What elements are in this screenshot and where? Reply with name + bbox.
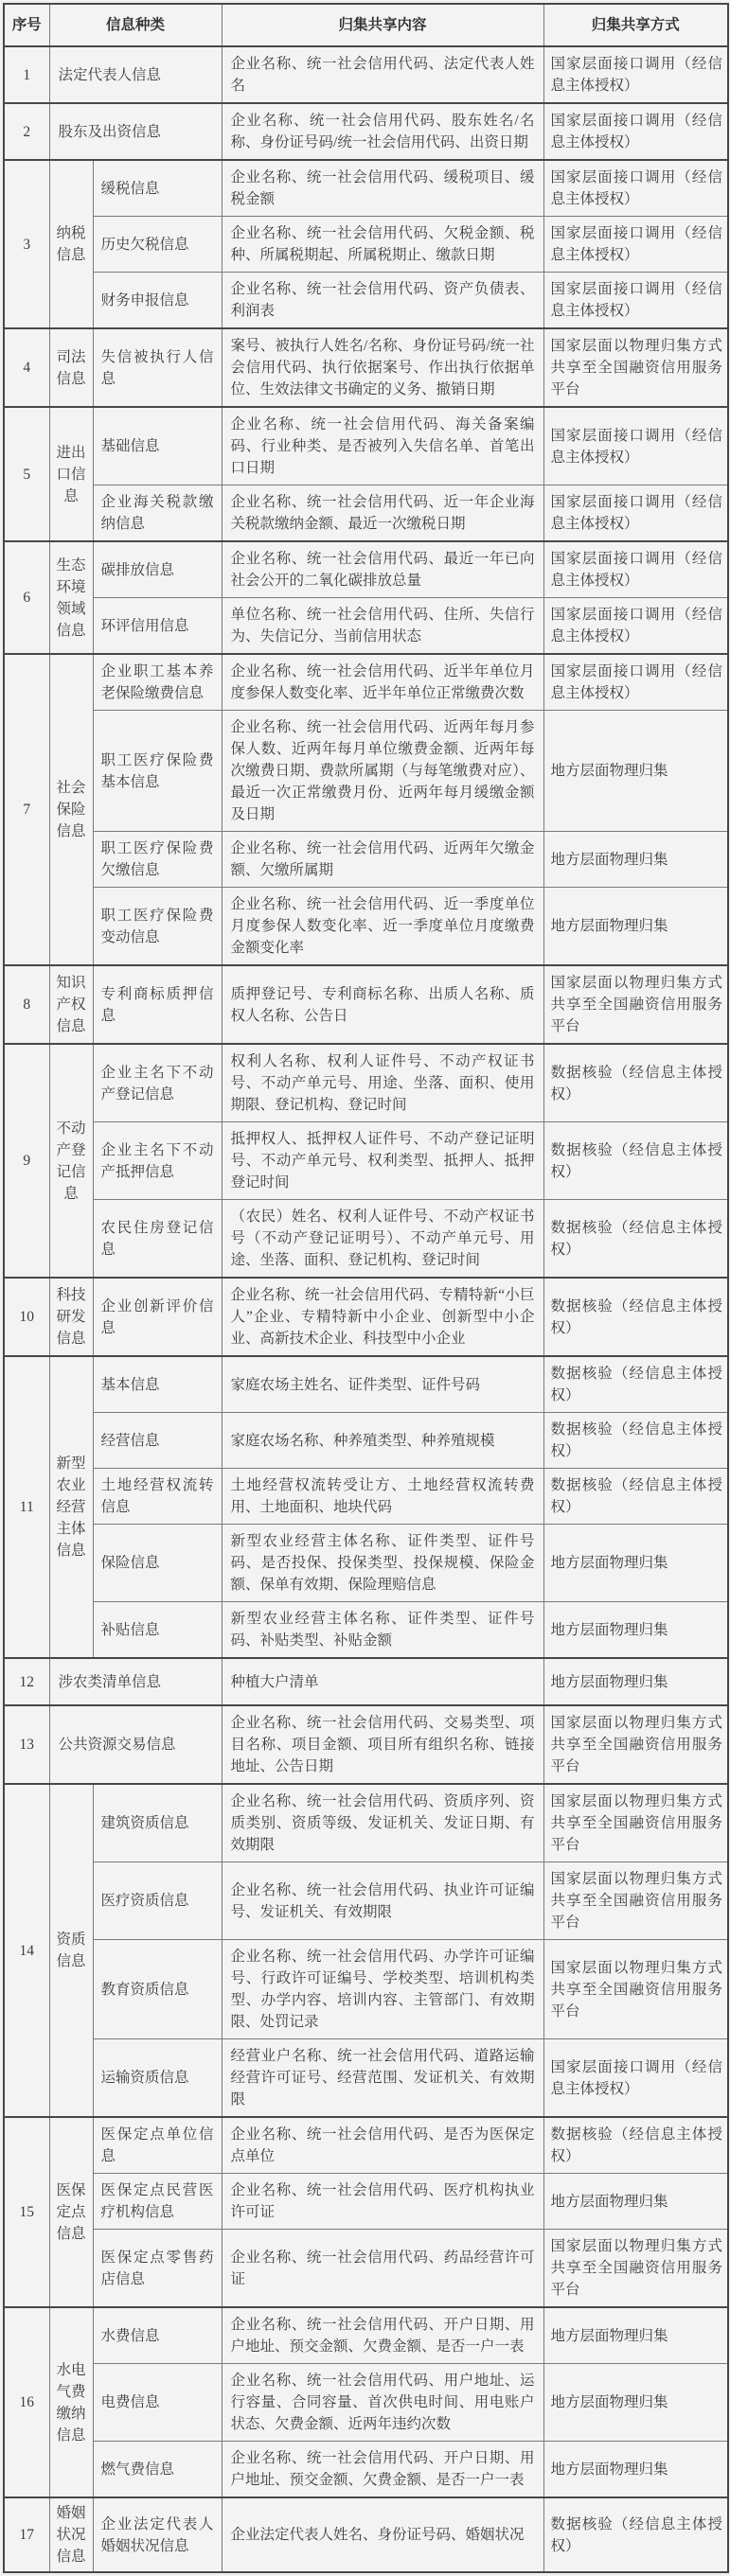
category-cell: 进出口信息 [49,407,93,541]
method-cell: 数据核验（经信息主体授权） [543,1469,728,1525]
content-cell: 企业名称、统一社会信用代码、用户地址、运行容量、合同容量、首次供电时间、用电账户状态、欠费金额、近两年违约次数 [222,2364,543,2442]
table-row [4,965,728,1044]
table-row [4,2442,728,2498]
method-cell: 国家层面以物理归集方式共享至全国融资信用服务平台 [543,328,728,407]
table-row [4,888,728,966]
column-header-content: 归集共享内容 [222,4,543,46]
subtype-cell: 医疗资质信息 [93,1862,222,1940]
content-cell: 企业名称、统一社会信用代码、近一季度单位月度参保人数变化率、近一季度单位月度缴费金额变化率 [222,888,543,966]
method-cell: 国家层面以物理归集方式共享至全国融资信用服务平台 [543,965,728,1044]
subtype-cell: 建筑资质信息 [93,1784,222,1862]
content-cell: 企业名称、统一社会信用代码、欠税金额、税种、所属税期起、所属税期止、缴款日期 [222,217,543,273]
subtype-cell: 基本信息 [93,1356,222,1413]
table-row [4,2230,728,2308]
table-row [4,2174,728,2230]
table-body [4,46,728,2572]
subtype-cell: 医保定点单位信息 [93,2117,222,2174]
method-cell: 国家层面接口调用（经信息主体授权） [543,598,728,655]
table-row [4,1356,728,1413]
subtype-cell: 碳排放信息 [93,541,222,598]
method-cell: 地方层面物理归集 [543,1602,728,1659]
content-cell: 企业名称、统一社会信用代码、法定代表人姓名 [222,46,543,103]
method-cell: 国家层面接口调用（经信息主体授权） [543,217,728,273]
subtype-cell: 企业职工基本养老保险缴费信息 [93,654,222,711]
category-cell: 司法信息 [49,328,93,407]
method-cell: 国家层面接口调用（经信息主体授权） [543,654,728,711]
content-cell: 企业名称、统一社会信用代码、近两年每月参保人数、近两年每月单位缴费金额、近两年每次缴费日期、费款所属期（与每笔缴费对应）、最近一次正常缴费月份、近两年每月缓缴金额及日期 [222,711,543,832]
subtype-cell: 教育资质信息 [93,1940,222,2039]
category-cell: 知识产权信息 [49,965,93,1044]
content-cell: 企业名称、统一社会信用代码、缓税项目、缓税金额 [222,160,543,217]
category-cell: 公共资源交易信息 [49,1705,222,1784]
category-cell: 资质信息 [49,1784,93,2117]
content-cell: 家庭农场主姓名、证件类型、证件号码 [222,1356,543,1413]
content-cell: 单位名称、统一社会信用代码、住所、失信行为、失信记分、当前信用状态 [222,598,543,655]
content-cell: 经营业户名称、统一社会信用代码、道路运输经营许可证号、经营范围、发证机关、有效期限 [222,2039,543,2118]
table-row [4,328,728,407]
table-row [4,217,728,273]
subtype-cell: 职工医疗保险费变动信息 [93,888,222,966]
method-cell: 国家层面以物理归集方式共享至全国融资信用服务平台 [543,1940,728,2039]
subtype-cell: 企业主名下不动产登记信息 [93,1044,222,1122]
category-cell: 医保定点信息 [49,2117,93,2307]
content-cell: 企业名称、统一社会信用代码、资质序列、资质类别、资质等级、发证机关、发证日期、有效期限 [222,1784,543,1862]
table-row [4,711,728,832]
table-row [4,1862,728,1940]
table-row [4,1940,728,2039]
subtype-cell: 医保定点零售药店信息 [93,2230,222,2308]
subtype-cell: 企业创新评价信息 [93,1278,222,1356]
subtype-cell: 电费信息 [93,2364,222,2442]
table-row [4,2117,728,2174]
content-cell: 企业法定代表人姓名、身份证号码、婚姻状况 [222,2497,543,2572]
table-row [4,1705,728,1784]
column-header-no: 序号 [4,4,49,46]
subtype-cell: 环评信用信息 [93,598,222,655]
subtype-cell: 燃气费信息 [93,2442,222,2498]
subtype-cell: 基础信息 [93,407,222,485]
row-number-cell: 8 [4,965,49,1044]
method-cell: 地方层面物理归集 [543,1525,728,1602]
column-header-category: 信息种类 [49,4,222,46]
subtype-cell: 专利商标质押信息 [93,965,222,1044]
method-cell: 地方层面物理归集 [543,1658,728,1705]
content-cell: 企业名称、统一社会信用代码、最近一年已向社会公开的二氧化碳排放总量 [222,541,543,598]
subtype-cell: 缓税信息 [93,160,222,217]
table-row [4,46,728,103]
subtype-cell: 水费信息 [93,2307,222,2364]
method-cell: 数据核验（经信息主体授权） [543,1356,728,1413]
table-row [4,654,728,711]
content-cell: 企业名称、统一社会信用代码、近半年单位月度参保人数变化率、近半年单位正常缴费次数 [222,654,543,711]
table-row [4,1602,728,1659]
content-cell: 企业名称、统一社会信用代码、药品经营许可证 [222,2230,543,2308]
row-number-cell: 3 [4,160,49,328]
table-row [4,1044,728,1122]
method-cell: 国家层面接口调用（经信息主体授权） [543,103,728,160]
content-cell: 企业名称、统一社会信用代码、是否为医保定点单位 [222,2117,543,2174]
content-cell: 企业名称、统一社会信用代码、医疗机构执业许可证 [222,2174,543,2230]
content-cell: 种植大户清单 [222,1658,543,1705]
info-sharing-table [3,3,729,2573]
content-cell: 家庭农场名称、种养殖类型、种养殖规模 [222,1413,543,1469]
category-cell: 法定代表人信息 [49,46,222,103]
category-cell: 水电气费缴纳信息 [49,2307,93,2497]
table-row [4,598,728,655]
content-cell: 企业名称、统一社会信用代码、执业许可证编号、发证机关、有效期限 [222,1862,543,1940]
category-cell: 科技研发信息 [49,1278,93,1356]
subtype-cell: 职工医疗保险费欠缴信息 [93,832,222,888]
subtype-cell: 企业法定代表人婚姻状况信息 [93,2497,222,2572]
content-cell: 企业名称、统一社会信用代码、资产负债表、利润表 [222,273,543,329]
row-number-cell: 16 [4,2307,49,2497]
method-cell: 国家层面以物理归集方式共享至全国融资信用服务平台 [543,1705,728,1784]
method-cell: 国家层面接口调用（经信息主体授权） [543,2039,728,2118]
row-number-cell: 14 [4,1784,49,2117]
method-cell: 数据核验（经信息主体授权） [543,1122,728,1200]
content-cell: （农民）姓名、权利人证件号、不动产权证书号（不动产登记证明号）、不动产单元号、用途、坐落、面积、登记机构、登记时间 [222,1200,543,1279]
table-row [4,2307,728,2364]
content-cell: 企业名称、统一社会信用代码、近两年欠缴金额、欠缴所属期 [222,832,543,888]
table-row [4,407,728,485]
content-cell: 质押登记号、专利商标名称、出质人名称、质权人名称、公告日 [222,965,543,1044]
category-cell: 股东及出资信息 [49,103,222,160]
header-row [4,4,728,46]
method-cell: 国家层面以物理归集方式共享至全国融资信用服务平台 [543,2230,728,2308]
table-row [4,2497,728,2572]
row-number-cell: 10 [4,1278,49,1356]
row-number-cell: 13 [4,1705,49,1784]
method-cell: 数据核验（经信息主体授权） [543,1200,728,1279]
method-cell: 地方层面物理归集 [543,2307,728,2364]
table-row [4,273,728,329]
method-cell: 国家层面接口调用（经信息主体授权） [543,273,728,329]
subtype-cell: 保险信息 [93,1525,222,1602]
subtype-cell: 农民住房登记信息 [93,1200,222,1279]
table-row [4,2039,728,2118]
column-header-method: 归集共享方式 [543,4,728,46]
table-row [4,832,728,888]
row-number-cell: 7 [4,654,49,965]
row-number-cell: 12 [4,1658,49,1705]
subtype-cell: 失信被执行人信息 [93,328,222,407]
subtype-cell: 土地经营权流转信息 [93,1469,222,1525]
row-number-cell: 9 [4,1044,49,1278]
content-cell: 企业名称、统一社会信用代码、办学许可证编号、行政许可证编号、学校类型、培训机构类型、办学内容、培训内容、主管部门、有效期限、处罚记录 [222,1940,543,2039]
table-row [4,1784,728,1862]
category-cell: 不动产登记信息 [49,1044,93,1278]
method-cell: 国家层面接口调用（经信息主体授权） [543,160,728,217]
row-number-cell: 4 [4,328,49,407]
content-cell: 权利人名称、权利人证件号、不动产权证书号、不动产单元号、用途、坐落、面积、使用期限、登记机构、登记时间 [222,1044,543,1122]
table-row [4,2364,728,2442]
subtype-cell: 企业海关税款缴纳信息 [93,485,222,542]
table-row [4,103,728,160]
method-cell: 地方层面物理归集 [543,2174,728,2230]
content-cell: 案号、被执行人姓名/名称、身份证号码/统一社会信用代码、执行依据案号、作出执行依据单位、生效法律文书确定的义务、撤销日期 [222,328,543,407]
category-cell: 纳税信息 [49,160,93,328]
method-cell: 数据核验（经信息主体授权） [543,2117,728,2174]
row-number-cell: 2 [4,103,49,160]
method-cell: 国家层面接口调用（经信息主体授权） [543,485,728,542]
content-cell: 企业名称、统一社会信用代码、股东姓名/名称、身份证号码/统一社会信用代码、出资日期 [222,103,543,160]
content-cell: 新型农业经营主体名称、证件类型、证件号码、补贴类型、补贴金额 [222,1602,543,1659]
subtype-cell: 补贴信息 [93,1602,222,1659]
subtype-cell: 经营信息 [93,1413,222,1469]
category-cell: 婚姻状况信息 [49,2497,93,2572]
row-number-cell: 6 [4,541,49,654]
subtype-cell: 财务申报信息 [93,273,222,329]
table-row [4,1525,728,1602]
row-number-cell: 15 [4,2117,49,2307]
row-number-cell: 11 [4,1356,49,1658]
method-cell: 数据核验（经信息主体授权） [543,1044,728,1122]
method-cell: 数据核验（经信息主体授权） [543,1413,728,1469]
table-row [4,160,728,217]
subtype-cell: 职工医疗保险费基本信息 [93,711,222,832]
subtype-cell: 医保定点民营医疗机构信息 [93,2174,222,2230]
category-cell: 社会保险信息 [49,654,93,965]
content-cell: 土地经营权流转受让方、土地经营权流转费用、土地面积、地块代码 [222,1469,543,1525]
method-cell: 国家层面接口调用（经信息主体授权） [543,541,728,598]
table-row [4,1469,728,1525]
table-row [4,541,728,598]
table-row [4,1122,728,1200]
method-cell: 国家层面以物理归集方式共享至全国融资信用服务平台 [543,1784,728,1862]
subtype-cell: 历史欠税信息 [93,217,222,273]
category-cell: 新型农业经营主体信息 [49,1356,93,1658]
content-cell: 企业名称、统一社会信用代码、专精特新“小巨人”企业、专精特新中小企业、创新型中小企业、高新技术企业、科技型中小企业 [222,1278,543,1356]
content-cell: 企业名称、统一社会信用代码、近一年企业海关税款缴纳金额、最近一次缴税日期 [222,485,543,542]
method-cell: 地方层面物理归集 [543,2442,728,2498]
row-number-cell: 5 [4,407,49,541]
row-number-cell: 1 [4,46,49,103]
content-cell: 新型农业经营主体名称、证件类型、证件号码、是否投保、投保类型、投保规模、保险金额、保单有效期、保险理赔信息 [222,1525,543,1602]
method-cell: 数据核验（经信息主体授权） [543,2497,728,2572]
table-row [4,1200,728,1279]
content-cell: 企业名称、统一社会信用代码、交易类型、项目名称、项目金额、项目所有组织名称、链接地址、公告日期 [222,1705,543,1784]
row-number-cell: 17 [4,2497,49,2572]
method-cell: 国家层面接口调用（经信息主体授权） [543,46,728,103]
method-cell: 地方层面物理归集 [543,2364,728,2442]
content-cell: 抵押权人、抵押权人证件号、不动产登记证明号、不动产单元号、权利类型、抵押人、抵押登记时间 [222,1122,543,1200]
table-row [4,485,728,542]
content-cell: 企业名称、统一社会信用代码、开户日期、用户地址、预交金额、欠费金额、是否一户一表 [222,2307,543,2364]
method-cell: 国家层面以物理归集方式共享至全国融资信用服务平台 [543,1862,728,1940]
method-cell: 地方层面物理归集 [543,711,728,832]
category-cell: 涉农类清单信息 [49,1658,222,1705]
table-row [4,1413,728,1469]
content-cell: 企业名称、统一社会信用代码、开户日期、用户地址、预交金额、欠费金额、是否一户一表 [222,2442,543,2498]
method-cell: 数据核验（经信息主体授权） [543,1278,728,1356]
table-row [4,1278,728,1356]
method-cell: 地方层面物理归集 [543,832,728,888]
subtype-cell: 运输资质信息 [93,2039,222,2118]
subtype-cell: 企业主名下不动产抵押信息 [93,1122,222,1200]
category-cell: 生态环境领域信息 [49,541,93,654]
content-cell: 企业名称、统一社会信用代码、海关备案编码、行业种类、是否被列入失信名单、首笔出口日期 [222,407,543,485]
method-cell: 国家层面接口调用（经信息主体授权） [543,407,728,485]
method-cell: 地方层面物理归集 [543,888,728,966]
table-row [4,1658,728,1705]
